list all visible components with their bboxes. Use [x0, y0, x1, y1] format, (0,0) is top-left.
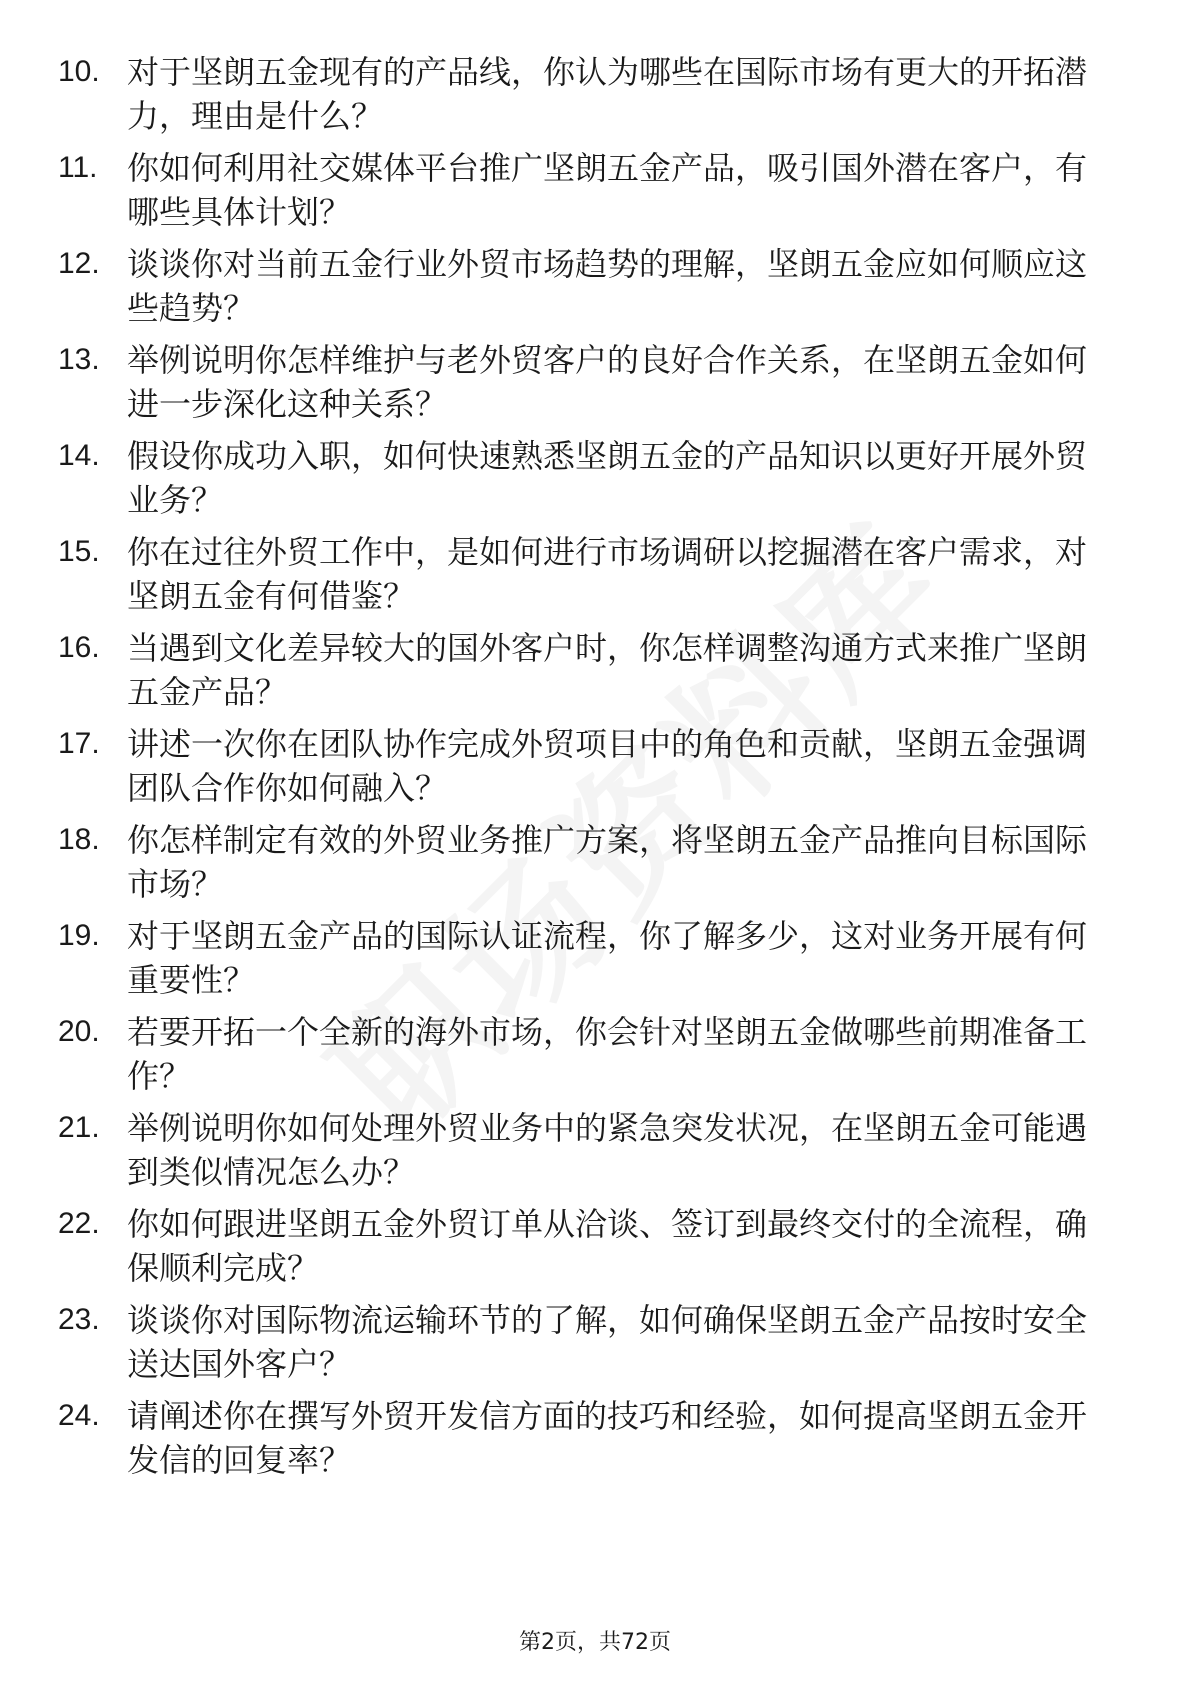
question-text: 你在过往外贸工作中，是如何进行市场调研以挖掘潜在客户需求，对坚朗五金有何借鉴？	[127, 533, 1088, 615]
question-item	[0, 242, 1190, 326]
question-number: 24.	[58, 1399, 100, 1432]
question-text: 举例说明你如何处理外贸业务中的紧急突发状况，在坚朗五金可能遇到类似情况怎么办？	[127, 1109, 1088, 1191]
question-item	[0, 1010, 1190, 1094]
page-number: 第2页，共72页	[519, 1630, 671, 1655]
question-number: 16.	[58, 631, 100, 664]
question-number: 22.	[58, 1207, 100, 1240]
question-number: 10.	[58, 55, 100, 88]
question-text: 你如何跟进坚朗五金外贸订单从洽谈、签订到最终交付的全流程，确保顺利完成？	[127, 1205, 1088, 1287]
question-item	[0, 722, 1190, 806]
question-item	[0, 1394, 1190, 1478]
question-number: 17.	[58, 727, 100, 760]
question-item	[0, 818, 1190, 902]
question-item	[0, 434, 1190, 518]
question-text: 对于坚朗五金现有的产品线，你认为哪些在国际市场有更大的开拓潜力，理由是什么？	[127, 53, 1088, 135]
question-text: 当遇到文化差异较大的国外客户时，你怎样调整沟通方式来推广坚朗五金产品？	[127, 629, 1088, 711]
question-item	[0, 914, 1190, 998]
question-text: 谈谈你对当前五金行业外贸市场趋势的理解，坚朗五金应如何顺应这些趋势？	[127, 245, 1088, 327]
question-item	[0, 1298, 1190, 1382]
question-item	[0, 530, 1190, 614]
question-text: 假设你成功入职，如何快速熟悉坚朗五金的产品知识以更好开展外贸业务？	[127, 437, 1088, 519]
question-text: 你怎样制定有效的外贸业务推广方案，将坚朗五金产品推向目标国际市场？	[127, 821, 1088, 903]
question-text: 对于坚朗五金产品的国际认证流程，你了解多少，这对业务开展有何重要性？	[127, 917, 1088, 999]
question-number: 15.	[58, 535, 100, 568]
question-item	[0, 338, 1190, 422]
question-number: 21.	[58, 1111, 100, 1144]
question-number: 12.	[58, 247, 100, 280]
question-text: 若要开拓一个全新的海外市场，你会针对坚朗五金做哪些前期准备工作？	[127, 1013, 1088, 1095]
question-text: 讲述一次你在团队协作完成外贸项目中的角色和贡献，坚朗五金强调团队合作你如何融入？	[127, 725, 1088, 807]
question-item	[0, 1106, 1190, 1190]
question-item	[0, 50, 1190, 134]
question-number: 20.	[58, 1015, 100, 1048]
question-number: 23.	[58, 1303, 100, 1336]
question-number: 19.	[58, 919, 100, 952]
question-text: 你如何利用社交媒体平台推广坚朗五金产品，吸引国外潜在客户，有哪些具体计划？	[127, 149, 1088, 231]
question-number: 14.	[58, 439, 100, 472]
question-number: 13.	[58, 343, 100, 376]
question-number: 18.	[58, 823, 100, 856]
question-text: 谈谈你对国际物流运输环节的了解，如何确保坚朗五金产品按时安全送达国外客户？	[127, 1301, 1088, 1383]
question-item	[0, 626, 1190, 710]
question-number: 11.	[58, 151, 98, 184]
question-item	[0, 1202, 1190, 1286]
question-item	[0, 146, 1190, 230]
question-text: 请阐述你在撰写外贸开发信方面的技巧和经验，如何提高坚朗五金开发信的回复率？	[127, 1397, 1088, 1479]
question-text: 举例说明你怎样维护与老外贸客户的良好合作关系，在坚朗五金如何进一步深化这种关系？	[127, 341, 1088, 423]
